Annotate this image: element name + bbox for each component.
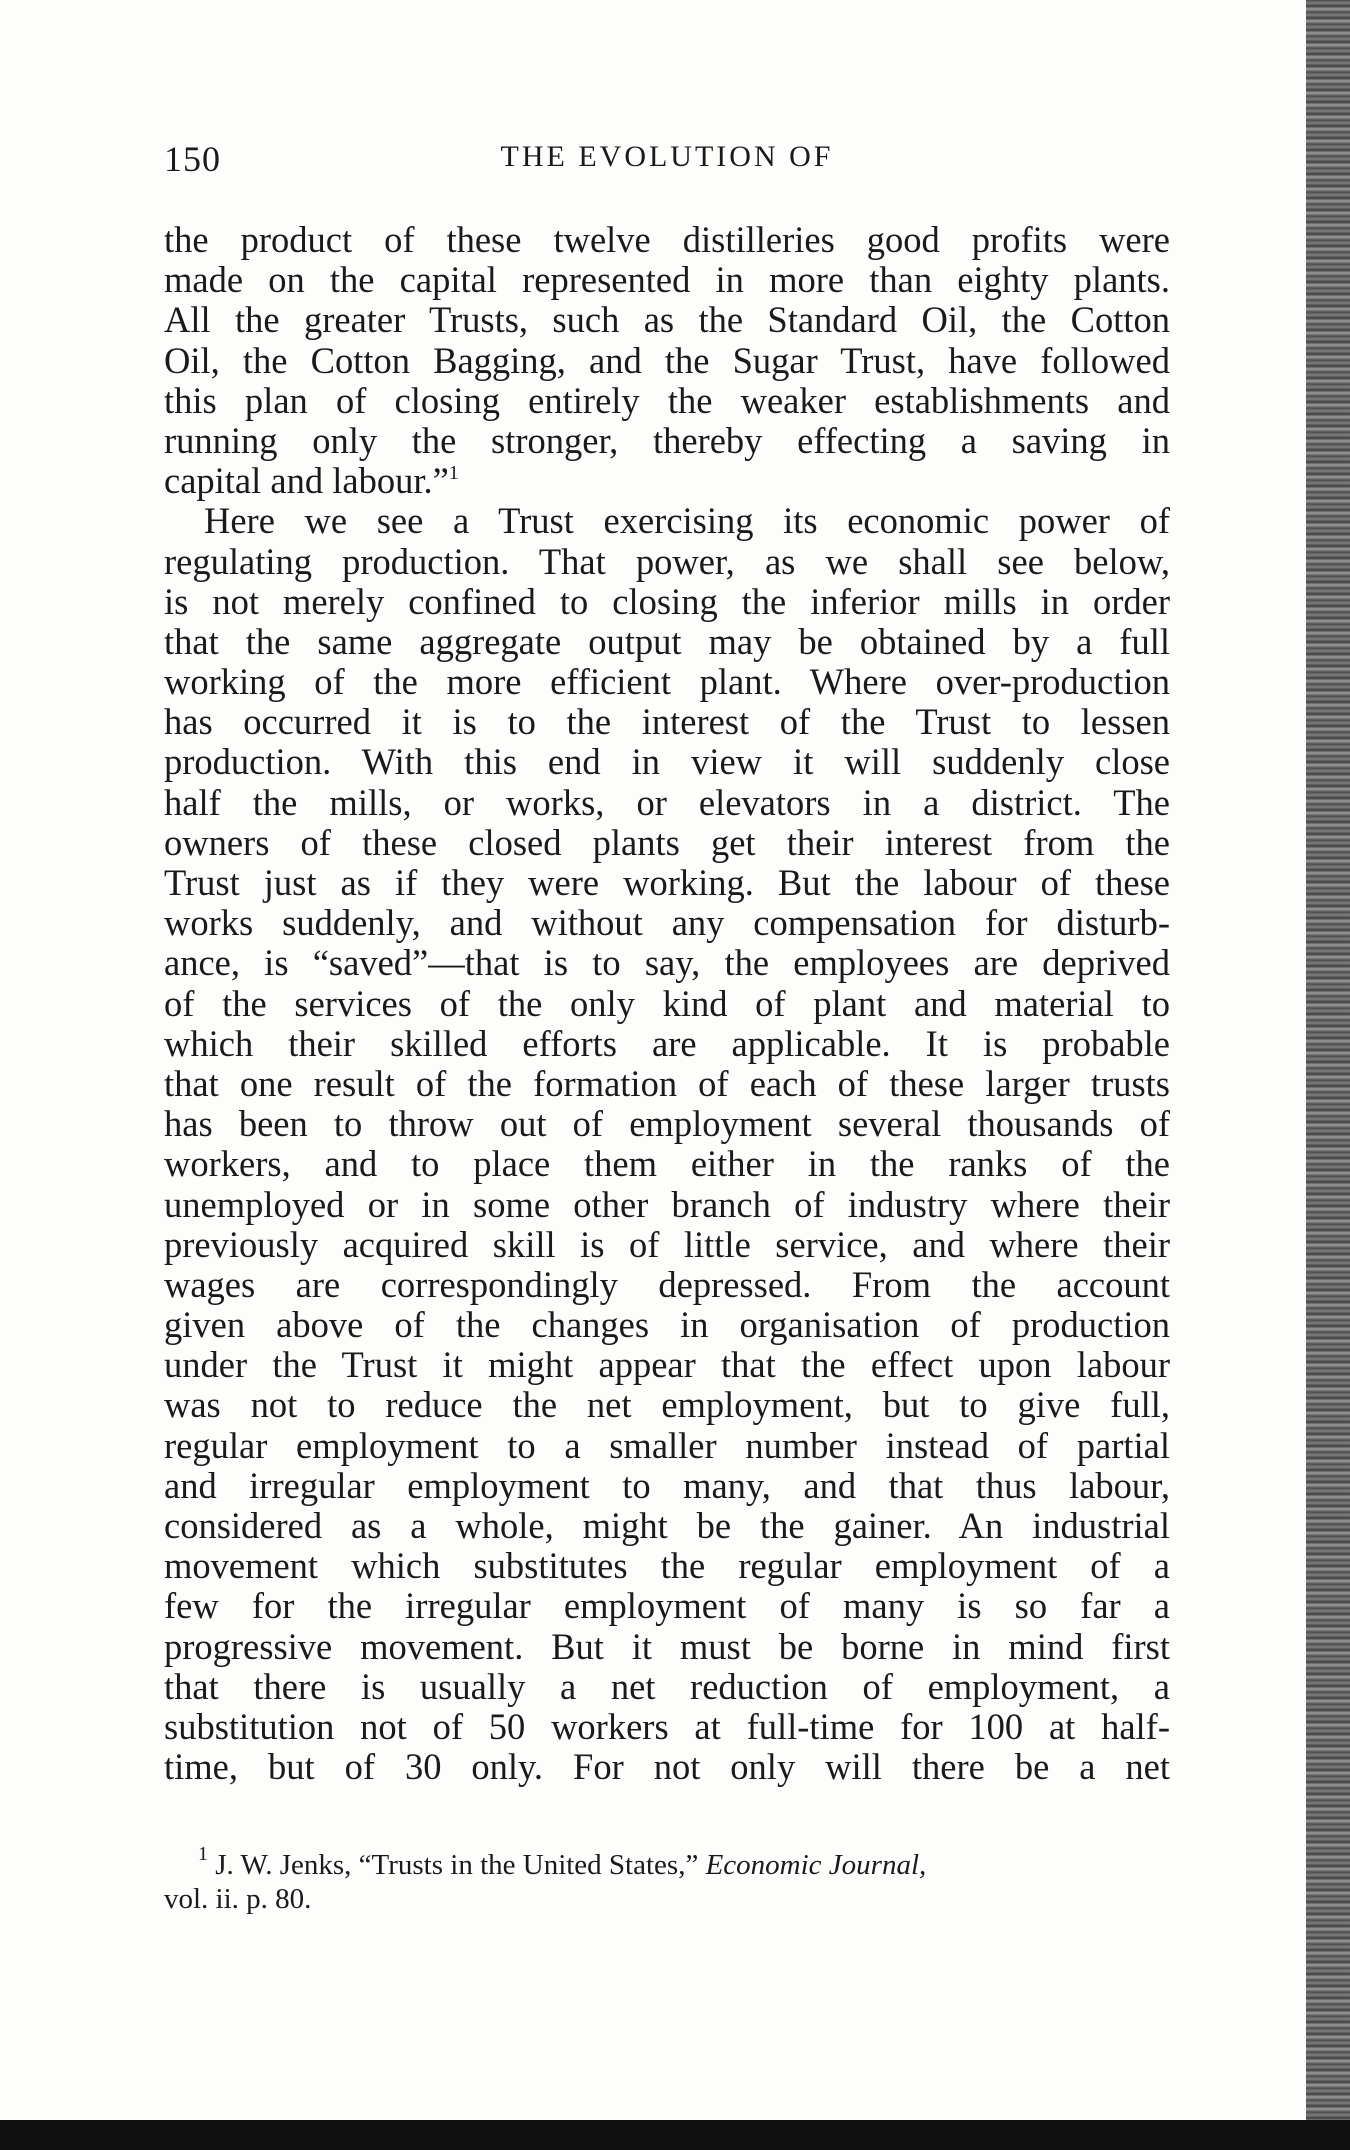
text-line: works suddenly, and without any compensation for disturb- — [164, 902, 1170, 944]
text-line: regular employment to a smaller number instead of partial — [164, 1424, 1170, 1466]
text-line: has occurred it is to the interest of the Trust to lessen — [164, 701, 1170, 743]
text-line: few for the irregular employment of many is so far a — [164, 1585, 1170, 1627]
text-line: half the mills, or works, or elevators in a district. The — [164, 781, 1170, 823]
footnote-marker: 1 — [198, 1843, 208, 1865]
footnote-journal-title: Economic Journal, — [705, 1849, 927, 1881]
text-line: which their skilled efforts are applicable. It is probable — [164, 1022, 1170, 1064]
text-line: Oil, the Cotton Bagging, and the Sugar Trust, have followed — [164, 339, 1170, 381]
text-line: made on the capital represented in more than eighty plants. — [164, 259, 1170, 301]
footnote-continuation: vol. ii. p. 80. — [164, 1883, 312, 1915]
text-line: owners of these closed plants get their interest from the — [164, 821, 1170, 863]
text-line: under the Trust it might appear that the effect upon labour — [164, 1344, 1170, 1386]
text-line: running only the stronger, thereby effecting a saving in — [164, 419, 1170, 461]
text-line: of the services of the only kind of plant and material to — [164, 982, 1170, 1024]
text-line: is not merely confined to closing the inferior mills in order — [164, 580, 1170, 622]
text-line: progressive movement. But it must be borne in mind first — [164, 1625, 1170, 1667]
text-line: given above of the changes in organisation of production — [164, 1304, 1170, 1346]
text-line: unemployed or in some other branch of industry where their — [164, 1183, 1170, 1225]
text-line: was not to reduce the net employment, but to give full, — [164, 1384, 1170, 1426]
paragraph-start: Here we see a Trust exercising its economic power of — [204, 500, 1170, 542]
scan-bottom-shadow — [0, 2120, 1350, 2150]
text-line: All the greater Trusts, such as the Standard Oil, the Cotton — [164, 299, 1170, 341]
footnote-line — [164, 1843, 1170, 1882]
text-line: wages are correspondingly depressed. From the account — [164, 1263, 1170, 1305]
text-line: time, but of 30 only. For not only will there be a net — [164, 1746, 1170, 1788]
page-number: 150 — [164, 139, 221, 179]
text-line: considered as a whole, might be the gainer. An industrial — [164, 1505, 1170, 1546]
text-line: the product of these twelve distilleries good profits were — [164, 219, 1170, 260]
text-line: substitution not of 50 workers at full-time for 100 at half- — [164, 1705, 1170, 1747]
text-line-with-footnote-ref — [164, 461, 1170, 501]
text-line: ance, is “saved”—that is to say, the employees are deprived — [164, 942, 1170, 984]
text-line: that the same aggregate output may be obtained by a full — [164, 620, 1170, 662]
text-line: working of the more efficient plant. Where over-production — [164, 661, 1170, 703]
text-line: Trust just as if they were working. But the labour of these — [164, 862, 1170, 903]
page-header — [164, 138, 1170, 184]
text-line: regulating production. That power, as we shall see below, — [164, 540, 1170, 582]
text-line: and irregular employment to many, and that thus labour, — [164, 1464, 1170, 1506]
footnote-citation: J. W. Jenks, “Trusts in the United States,” — [215, 1849, 699, 1881]
scan-edge-shadow — [1306, 0, 1350, 2150]
text-line: production. With this end in view it will suddenly close — [164, 741, 1170, 783]
text-line: has been to throw out of employment several thousands of — [164, 1103, 1170, 1145]
text-line: capital and labour.” — [164, 460, 449, 502]
text-line: previously acquired skill is of little service, and where their — [164, 1223, 1170, 1265]
body-text — [164, 220, 1170, 1787]
text-line: workers, and to place them either in the ranks of the — [164, 1143, 1170, 1185]
footnote-reference[interactable]: 1 — [448, 462, 459, 485]
footnote — [164, 1843, 1170, 1916]
text-line: this plan of closing entirely the weaker establishments and — [164, 379, 1170, 421]
text-line: movement which substitutes the regular employment of a — [164, 1545, 1170, 1587]
running-title: THE EVOLUTION OF — [500, 140, 834, 173]
text-line: that there is usually a net reduction of employment, a — [164, 1665, 1170, 1707]
text-line: that one result of the formation of each of these larger trusts — [164, 1062, 1170, 1104]
